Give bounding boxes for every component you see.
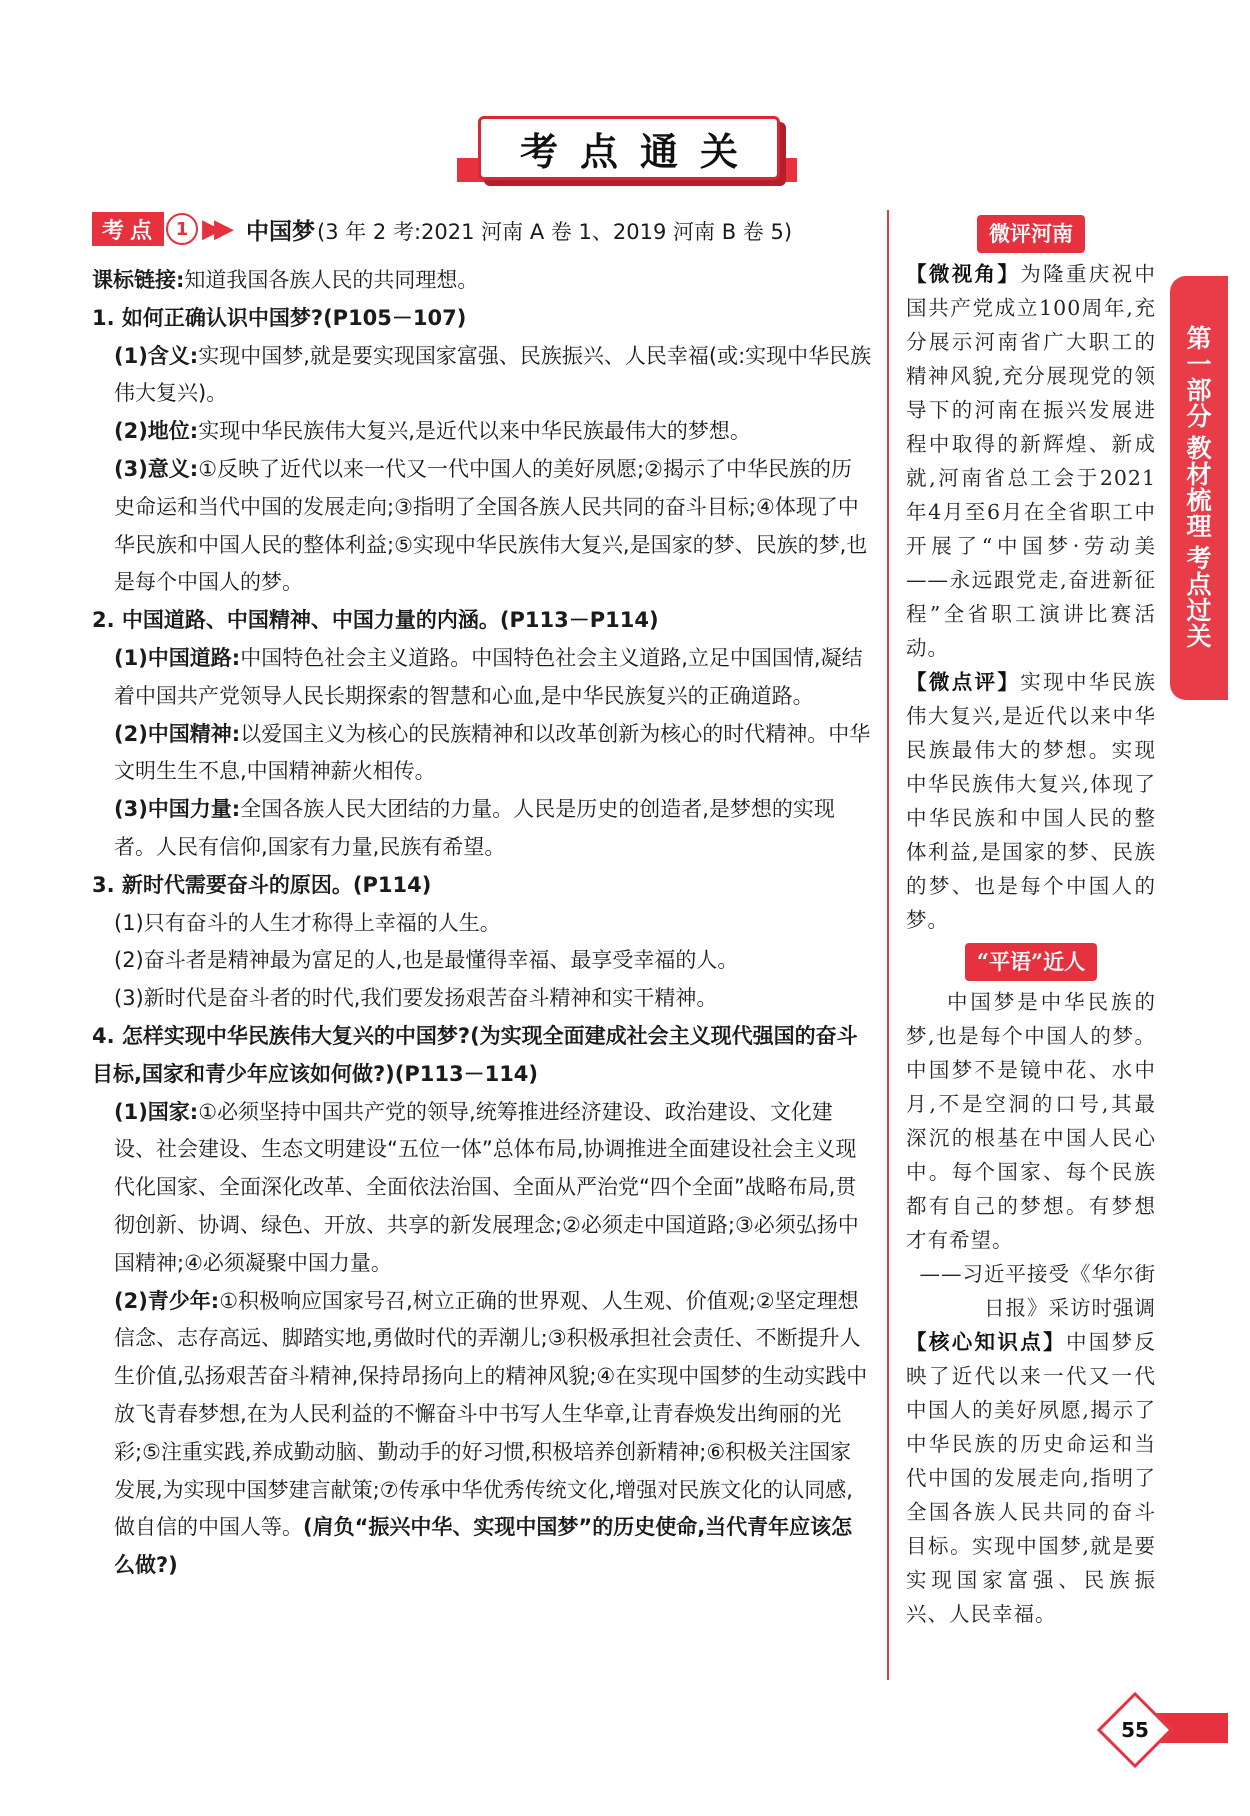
page-number-badge [1088,1703,1228,1751]
point-title-text: 中国梦 [246,218,316,245]
point-number: 1 [166,213,198,245]
micro-comment-label: 【微点评】 [906,670,1021,694]
answer-1-3 [92,451,872,602]
sidebar [906,215,1156,1631]
answer-text: 中国特色社会主义道路。中国特色社会主义道路,立足中国国情,凝结着中国共产党领导人民长期探索的智慧和心血,是中华民族复兴的正确道路。 [114,645,863,708]
answer-text: 实现中华民族伟大复兴,是近代以来中华民族最伟大的梦想。 [198,419,751,444]
section-tab-topic: 考点过关 [1186,544,1212,651]
answer-3-3: (3)新时代是奋斗者的时代,我们要发扬艰苦奋斗精神和实干精神。 [114,986,718,1011]
question-4: 4. 怎样实现中华民族伟大复兴的中国梦?(为实现全面建成社会主义现代强国的奋斗目标,国家和青少年应该如何做?)(P113－114) [92,1023,858,1086]
answer-text: ①积极响应国家号召,树立正确的世界观、人生观、价值观;②坚定理想信念、志存高远、脚踏实地,勇做时代的弄潮儿;③积极承担社会责任、不断提升人生价值,弘扬艰苦奋斗精神,保持昂扬向上的精神风貌;④在实现中国梦的生动实践中放飞青春梦想,在为人民利益的不懈奋斗中书写人生华章,让青春焕发出绚丽的光彩;⑤注重实践,养成勤动脑、勤动手的好习惯,积极培养创新精神;⑥积极关注国家发展,为实现中国梦建言献策;⑦传承中华优秀传统文化,增强对民族文化的认同感,做自信的中国人等。 [114,1288,868,1540]
answer-extra-question: (肩负“振兴中华、实现中国梦”的历史使命,当代青年应该怎么做?) [114,1515,853,1578]
point-tag [92,212,164,246]
answer-label: (3)意义: [114,456,199,481]
micro-view-text: 为隆重庆祝中国共产党成立100周年,充分展示河南省广大职工的精神风貌,充分展现党的领导下的河南在振兴发展进程中取得的新辉煌、新成就,河南省总工会于2021年4月至6月在全省职工中开展了“中国梦·劳动美——永远跟党走,奋进新征程”全省职工演讲比赛活动。 [906,262,1156,660]
core-knowledge [906,1325,1156,1631]
answer-text: ①必须坚持中国共产党的领导,统筹推进经济建设、政治建设、文化建设、社会建设、生态文明建设“五位一体”总体布局,协调推进全面建设社会主义现代化国家、全面深化改革、全面依法治国、全面从严治党“四个全面”战略布局,贯彻创新、协调、绿色、开放、共享的新发展理念;②必须走中国道路;③必须弘扬中国精神;④必须凝聚中国力量。 [114,1099,859,1275]
answer-label: (2)青少年: [114,1288,220,1313]
section-tab [1170,276,1228,700]
answer-label: (2)地位: [114,419,199,444]
answer-4-2 [92,1283,872,1585]
main-content [92,262,872,1585]
page-number: 55 [1121,1718,1149,1742]
answer-2-1 [92,640,872,716]
curriculum-text: 知道我国各族人民的共同理想。 [184,268,479,292]
quote-attribution: ——习近平接受《华尔街日报》采访时强调 [919,1262,1156,1320]
answer-label: (2)中国精神: [114,721,241,746]
answer-label: (1)中国道路: [114,645,241,670]
point-heading [92,211,792,247]
curriculum-label: 课标链接: [92,268,185,292]
answer-3-2: (2)奋斗者是精神最为富足的人,也是最懂得幸福、最享受幸福的人。 [114,948,739,973]
answer-text: ①反映了近代以来一代又一代中国人的美好夙愿;②揭示了中华民族的历史命运和当代中国的发展走向;③指明了全国各族人民共同的奋斗目标;④体现了中华民族和中国人民的整体利益;⑤实现中华民族伟大复兴,是国家的梦、民族的梦,也是每个中国人的梦。 [114,456,868,595]
answer-label: (1)含义: [114,343,199,368]
header-banner [478,116,780,180]
answer-3-1: (1)只有奋斗的人生才称得上幸福的人生。 [114,910,501,935]
answer-text: 实现中国梦,就是要实现国家富强、民族振兴、人民幸福(或:实现中华民族伟大复兴)。 [114,343,872,406]
micro-comment [906,665,1156,937]
micro-comment-text: 实现中华民族伟大复兴,是近代以来中华民族最伟大的梦想。实现中华民族伟大复兴,体现了中华民族和中国人民的整体利益,是国家的梦、民族的梦、也是每个中国人的梦。 [906,670,1156,932]
answer-text: 以爱国主义为核心的民族精神和以改革创新为核心的时代精神。中华文明生生不息,中国精神薪火相传。 [114,721,871,784]
micro-view [906,257,1156,665]
section-tab-chapter: 教材梳理 [1186,434,1212,541]
sidebar-heading-henan: 微评河南 [977,215,1085,253]
point-tag-label: 考点 [102,218,159,244]
core-knowledge-text: 中国梦反映了近代以来一代又一代中国人的美好夙愿,揭示了中华民族的历史命运和当代中国的发展走向,指明了全国各族人民共同的奋斗目标。实现中国梦,就是要实现国家富强、民族振兴、人民幸福。 [906,1330,1157,1626]
question-1: 1. 如何正确认识中国梦?(P105－107) [92,305,467,330]
curriculum-link [92,262,872,300]
micro-view-label: 【微视角】 [906,262,1021,286]
answer-text: 全国各族人民大团结的力量。人民是历史的创造者,是梦想的实现者。人民有信仰,国家有力量,民族有希望。 [114,797,835,859]
core-knowledge-label: 【核心知识点】 [906,1330,1066,1354]
answer-1-2 [92,413,872,451]
quote-text: 中国梦是中华民族的梦,也是每个中国人的梦。中国梦不是镜中花、水中月,不是空洞的口号,其最深沉的根基在中国人民心中。每个国家、每个民族都有自己的梦想。有梦想才有希望。 [906,990,1156,1252]
point-title-note: (3 年 2 考:2021 河南 A 卷 1、2019 河南 B 卷 5) [317,219,793,244]
answer-label: (3)中国力量: [114,797,241,822]
question-3: 3. 新时代需要奋斗的原因。(P114) [92,872,432,897]
answer-4-1 [92,1094,872,1283]
double-arrow-icon: ▶▶ [202,214,227,244]
section-tab-part: 第一部分 [1186,324,1212,431]
answer-label: (1)国家: [114,1099,199,1124]
sidebar-heading-quote: “平语”近人 [965,943,1097,981]
answer-2-2 [92,716,872,792]
column-divider [887,210,889,1680]
answer-1-1 [92,338,872,414]
answer-2-3 [92,791,872,867]
question-2: 2. 中国道路、中国精神、中国力量的内涵。(P113－P114) [92,608,659,633]
point-title [246,213,792,246]
page-title: 考点通关 [519,129,760,174]
